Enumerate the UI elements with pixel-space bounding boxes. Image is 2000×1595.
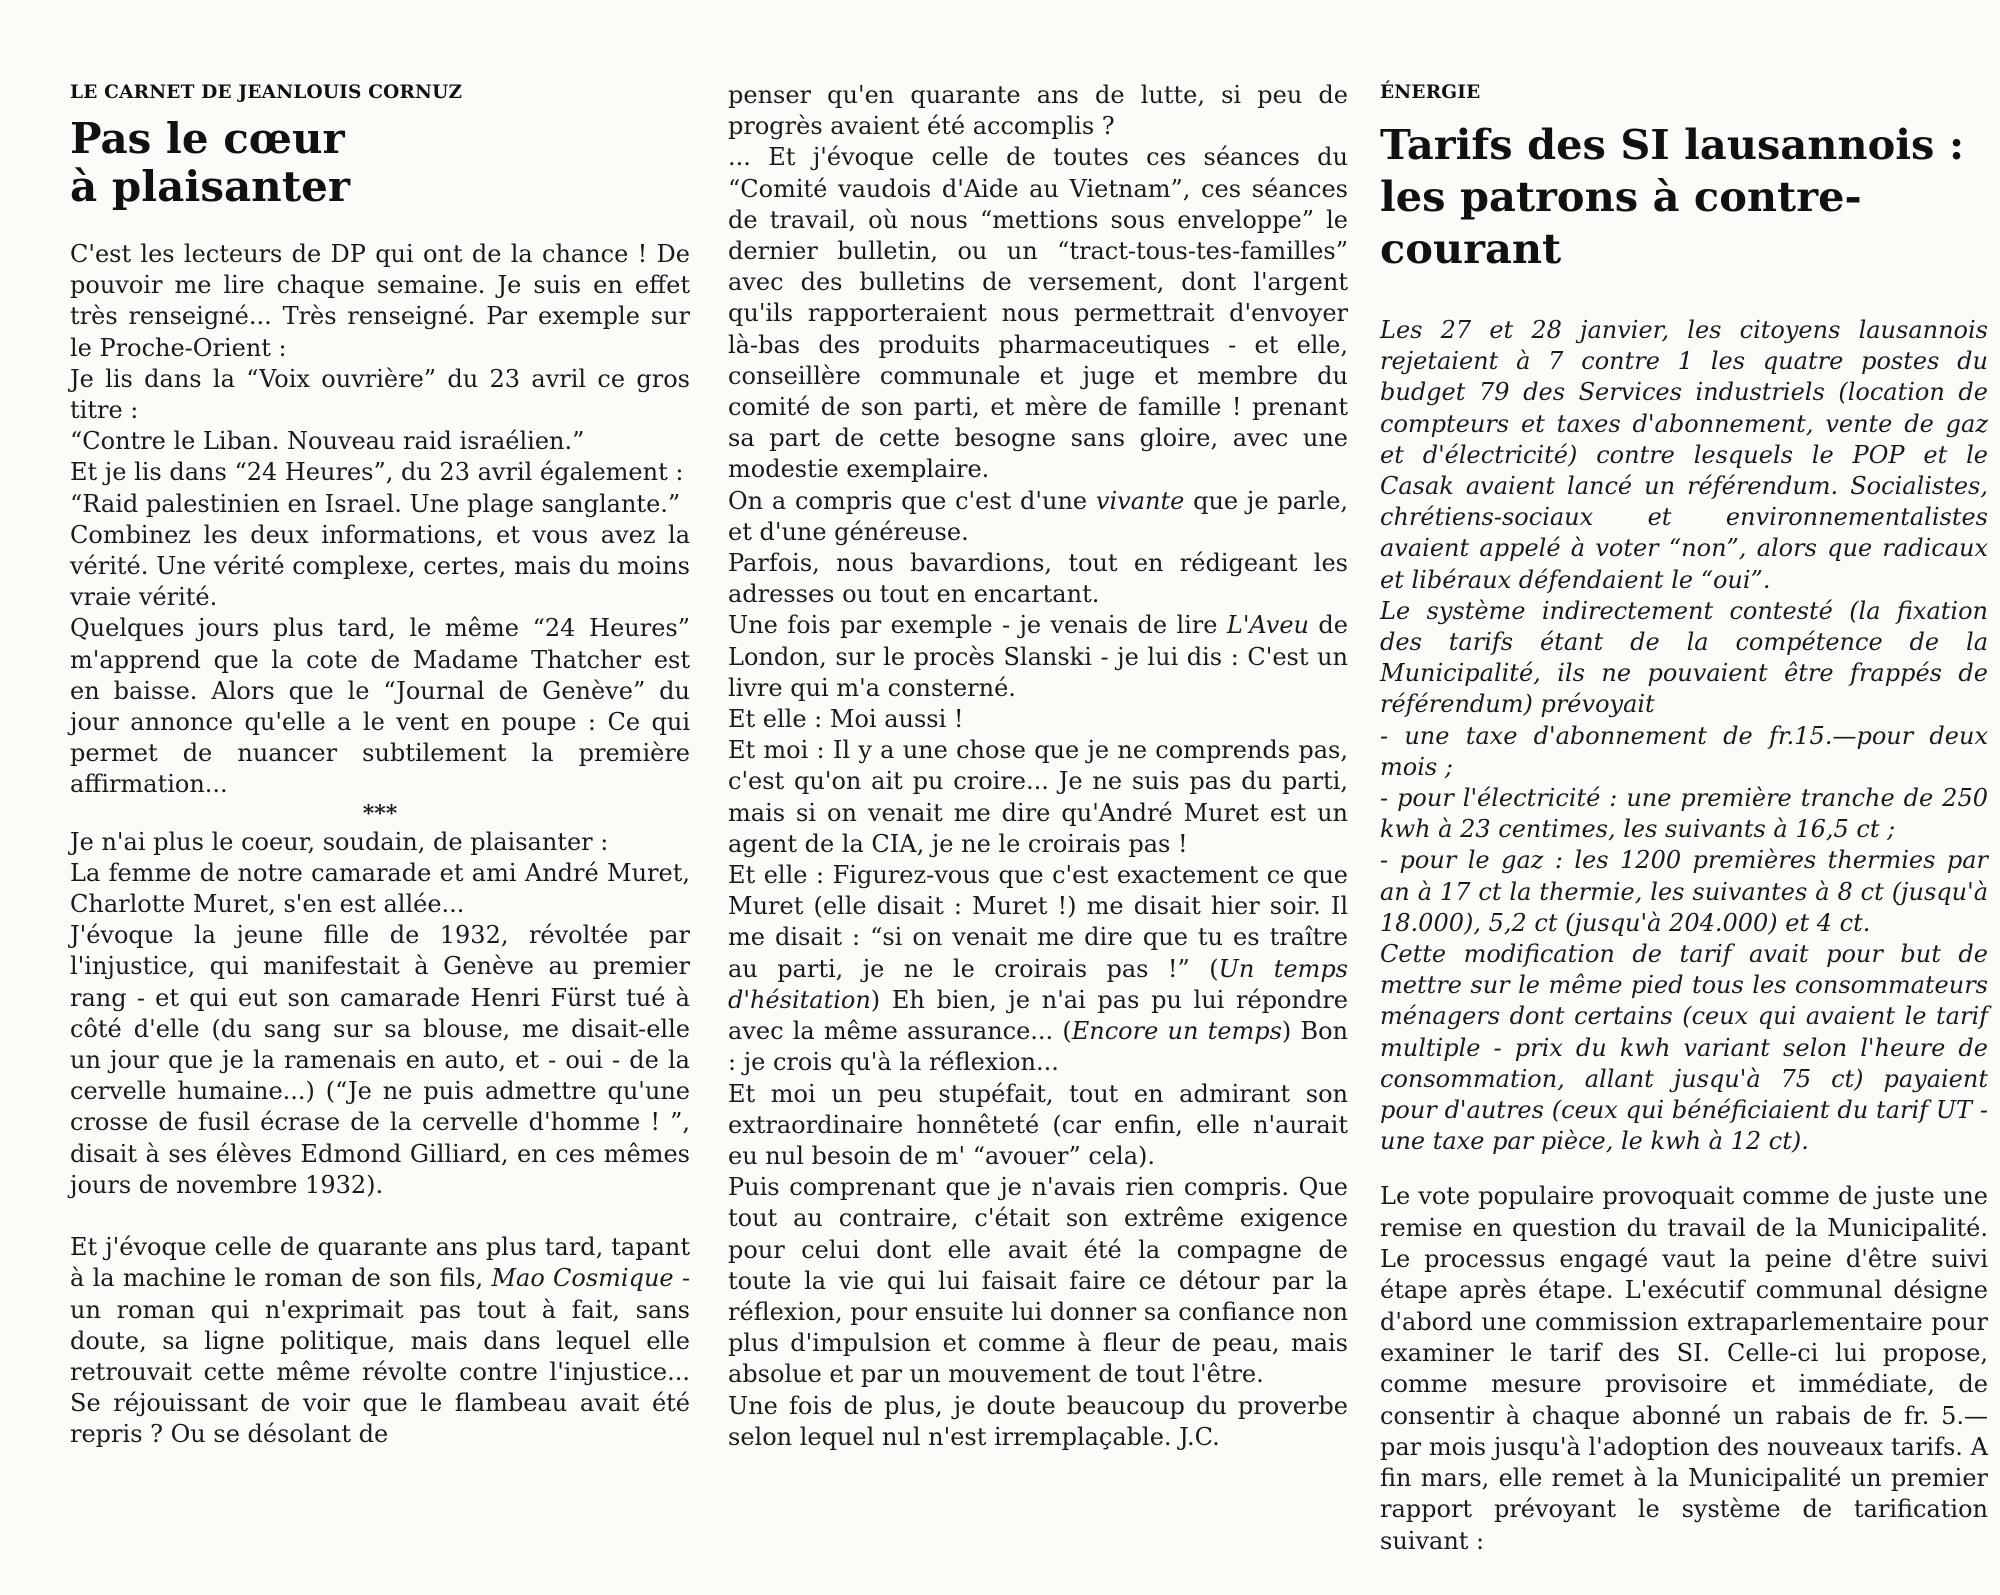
headline-line-2: à plaisanter <box>70 162 350 211</box>
list-item: - une taxe d'abonnement de fr.15.—pour deux mois ; <box>1380 721 1988 781</box>
paragraph: Je n'ai plus le coeur, soudain, de plaisanter : <box>70 827 609 856</box>
paragraph: Cette modification de tarif avait pour but de mettre sur le même pied tous les consommateurs ménagers dont certains (ceux qui avaient le tarif multiple - prix du kwh variant selon l'heure de consommation, allant jusqu'à 75 ct) payaient pour d'autres (ceux qui bénéficiaient du tarif UT - une taxe par pièce, le kwh à 12 ct). <box>1380 940 1988 1156</box>
list-item: - pour le gaz : les 1200 premières thermies par an à 17 ct la thermie, les suivantes à 8 ct (jusqu'à 18.000), 5,2 ct (jusqu'à 204.000) et 4 ct. <box>1380 846 1988 937</box>
column-left <box>70 78 690 1451</box>
paragraph: Et j'évoque celle de quarante ans plus tard, tapant à la machine le roman de son fils, Mao Cosmique - un roman qui n'exprimait pas tout à fait, sans doute, sa ligne politique, mais dans lequel elle retrouvait cette même révolte contre l'injustice... Se réjouissant de voir que le flambeau avait été repris ? Ou se désolant de <box>70 1233 690 1449</box>
book-title: Mao Cosmique <box>491 1264 674 1293</box>
paragraph: Et moi un peu stupéfait, tout en admirant son extraordinaire honnêteté (car enfin, elle n'aurait eu nul besoin de m' “avouer” cela). <box>728 1079 1348 1170</box>
article-body <box>1380 1181 1988 1557</box>
article-headline <box>70 115 690 211</box>
paragraph: “Raid palestinien en Israel. Une plage sanglante.” <box>70 489 681 518</box>
paragraph: Combinez les deux informations, et vous avez la vérité. Une vérité complexe, certes, mais du moins vraie vérité. <box>70 520 690 612</box>
column-middle <box>728 80 1348 1453</box>
section-separator: *** <box>362 800 398 827</box>
section-kicker: LE CARNET DE JEANLOUIS CORNUZ <box>70 82 463 103</box>
paragraph: Je lis dans la “Voix ouvrière” du 23 avril ce gros titre : <box>70 364 690 425</box>
list-item: - pour l'électricité : une première tranche de 250 kwh à 23 centimes, les suivants à 16,5 ct ; <box>1380 784 1988 844</box>
paragraph: Le vote populaire provoquait comme de juste une remise en question du travail de la Municipalité. Le processus engagé vaut la peine d'être suivi étape après étape. L'exécutif communal désigne d'abord une commission extraparlementaire pour examiner le tarif des SI. Celle-ci lui propose, comme mesure provisoire et immédiate, de consentir à chaque abonné un rabais de fr. 5.—par mois jusqu'à l'adoption des nouveaux tarifs. A fin mars, elle remet à la Municipalité un premier rapport prévoyant le système de tarification suivant : <box>1380 1182 1988 1555</box>
column-right <box>1380 78 1988 1557</box>
headline-line-1: Tarifs des SI lausannois : <box>1380 120 1965 169</box>
paragraph: Et moi : Il y a une chose que je ne comprends pas, c'est qu'on ait pu croire... Je ne suis pas du parti, mais si on venait me dire qu'André Muret est un agent de la CIA, je ne le croirais pas ! <box>728 736 1348 858</box>
paragraph: penser qu'en quarante ans de lutte, si peu de progrès avaient été accomplis ? <box>728 81 1348 141</box>
paragraph: Parfois, nous bavardions, tout en rédigeant les adresses ou tout en encartant. <box>728 549 1348 609</box>
paragraph: La femme de notre camarade et ami André Muret, Charlotte Muret, s'en est allée... <box>70 858 690 919</box>
paragraph: Les 27 et 28 janvier, les citoyens lausannois rejetaient à 7 contre 1 les quatre postes du budget 79 des Services industriels (location de compteurs et taxes d'abonnement, vente de gaz et d'électricité) contre lesquels le POP et le Casak avaient lancé un référendum. Socialistes, chrétiens-sociaux et environnementalistes avaient appelé à voter “non”, alors que radicaux et libéraux défendaient le “oui”. <box>1380 316 1988 594</box>
article-intro <box>1380 315 1988 1157</box>
paragraph: Puis comprenant que je n'avais rien compris. Que tout au contraire, c'était son extrême exigence pour celui dont elle avait été la compagne de toute la vie qui lui faisait faire ce détour par la réflexion, pour ensuite lui donner sa confiance non plus d'impulsion et comme à fleur de peau, mais absolue et par un mouvement de tout l'être. <box>728 1173 1348 1389</box>
section-kicker: ÉNERGIE <box>1380 82 1481 103</box>
paragraph: Une fois par exemple - je venais de lire L'Aveu de London, sur le procès Slanski - je lui dis : C'est un livre qui m'a consterné. <box>728 611 1348 702</box>
paragraph: Une fois de plus, je doute beaucoup du proverbe selon lequel nul n'est irremplaçable. J.C. <box>728 1391 1348 1451</box>
book-title: L'Aveu <box>1226 611 1310 640</box>
article-headline <box>1380 119 1988 275</box>
headline-line-2: les patrons à contre-courant <box>1380 172 1862 273</box>
paragraph: C'est les lecteurs de DP qui ont de la chance ! De pouvoir me lire chaque semaine. Je suis en effet très renseigné... Très renseigné. Par exemple sur le Proche-Orient : <box>70 240 690 362</box>
paragraph: Et elle : Figurez-vous que c'est exactement ce que Muret (elle disait : Muret !) me disait hier soir. Il me disait : “si on venait me dire que tu es traître au parti, je ne le croirais pas !” (Un temps d'hésitation) Eh bien, je n'ai pas pu lui répondre avec la même assurance... (Encore un temps) Bon : je crois qu'à la réflexion... <box>728 861 1348 1077</box>
paragraph: “Contre le Liban. Nouveau raid israélien.” <box>70 427 585 456</box>
paragraph: Et je lis dans “24 Heures”, du 23 avril également : <box>70 458 684 487</box>
paragraph: Quelques jours plus tard, le même “24 Heures” m'apprend que la cote de Madame Thatcher est en baisse. Alors que le “Journal de Genève” du jour annonce qu'elle a le vent en poupe : Ce qui permet de nuancer subtilement la première affirmation... <box>70 614 690 799</box>
paragraph: Le système indirectement contesté (la fixation des tarifs étant de la compétence de la Municipalité, ils ne pouvaient être frappés de référendum) prévoyait <box>1380 596 1988 719</box>
paragraph: ... Et j'évoque celle de toutes ces séances du “Comité vaudois d'Aide au Vietnam”, ces séances de travail, où nous “mettions sous enveloppe” le dernier bulletin, ou un “tract-tous-tes-familles” avec des bulletins de versement, dont l'argent qu'ils rapporteraient nous permettrait d'envoyer là-bas des produits pharmaceutiques - et elle, conseillère communale et juge et membre du comité de son parti, et mère de famille ! prenant sa part de cette besogne sans gloire, avec une modestie exemplaire. <box>728 143 1348 484</box>
headline-line-1: Pas le cœur <box>70 114 345 163</box>
paragraph: J'évoque la jeune fille de 1932, révoltée par l'injustice, qui manifestait à Genève au premier rang - et qui eut son camarade Henri Fürst tué à côté d'elle (du sang sur sa blouse, me disait-elle un jour que je la ramenais en auto, et - oui - de la cervelle humaine...) (“Je ne puis admettre qu'une crosse de fusil écrase de la cervelle d'homme ! ”, disait à ses élèves Edmond Gilliard, en ces mêmes jours de novembre 1932). <box>70 921 690 1199</box>
paragraph: Et elle : Moi aussi ! <box>728 705 964 734</box>
paragraph: On a compris que c'est d'une vivante que je parle, et d'une généreuse. <box>728 486 1348 546</box>
